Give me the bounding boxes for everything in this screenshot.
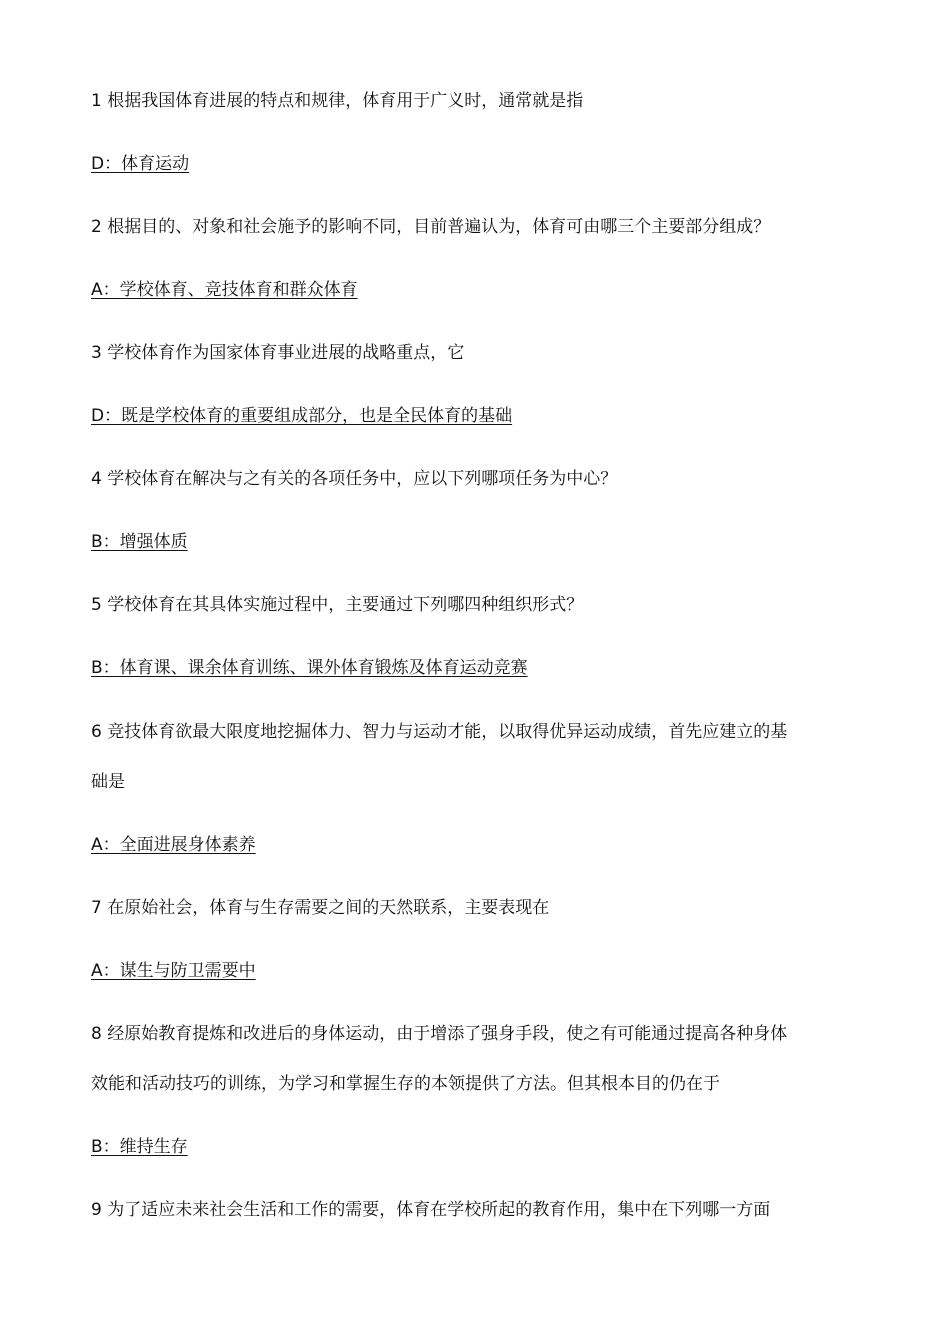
question-7-line: 7 在原始社会，体育与生存需要之间的天然联系，主要表现在 bbox=[91, 898, 550, 918]
question-6-line: 6 竞技体育欲最大限度地挖掘体力、智力与运动才能，以取得优异运动成绩，首先应建立的基 bbox=[91, 722, 788, 742]
question-9-line: 9 为了适应未来社会生活和工作的需要，体育在学校所起的教育作用，集中在下列哪一方面 bbox=[91, 1200, 771, 1220]
question-2-line: 2 根据目的、对象和社会施予的影响不同，目前普遍认为，体育可由哪三个主要部分组成？ bbox=[91, 217, 771, 237]
question-3-line: 3 学校体育作为国家体育事业进展的战略重点，它 bbox=[91, 343, 465, 363]
question-8-continuation-line: 效能和活动技巧的训练，为学习和掌握生存的本领提供了方法。但其根本目的仍在于 bbox=[91, 1074, 720, 1094]
answer-7-line: A：谋生与防卫需要中 bbox=[91, 961, 256, 981]
answer-3-line: D：既是学校体育的重要组成部分，也是全民体育的基础 bbox=[91, 406, 513, 426]
answer-6-line: A：全面进展身体素养 bbox=[91, 835, 256, 855]
answer-2-line: A：学校体育、竞技体育和群众体育 bbox=[91, 280, 358, 300]
question-5-line: 5 学校体育在其具体实施过程中，主要通过下列哪四种组织形式？ bbox=[91, 595, 584, 615]
answer-4-line: B：增强体质 bbox=[91, 532, 188, 552]
question-4-line: 4 学校体育在解决与之有关的各项任务中，应以下列哪项任务为中心？ bbox=[91, 469, 618, 489]
question-8-line: 8 经原始教育提炼和改进后的身体运动，由于增添了强身手段，使之有可能通过提高各种身体 bbox=[91, 1024, 788, 1044]
answer-8-line: B：维持生存 bbox=[91, 1137, 188, 1157]
answer-5-line: B：体育课、课余体育训练、课外体育锻炼及体育运动竞赛 bbox=[91, 658, 528, 678]
question-1-line: 1 根据我国体育进展的特点和规律，体育用于广义时，通常就是指 bbox=[91, 91, 584, 111]
question-6-continuation-line: 础是 bbox=[91, 772, 125, 792]
answer-1-line: D：体育运动 bbox=[91, 154, 190, 174]
